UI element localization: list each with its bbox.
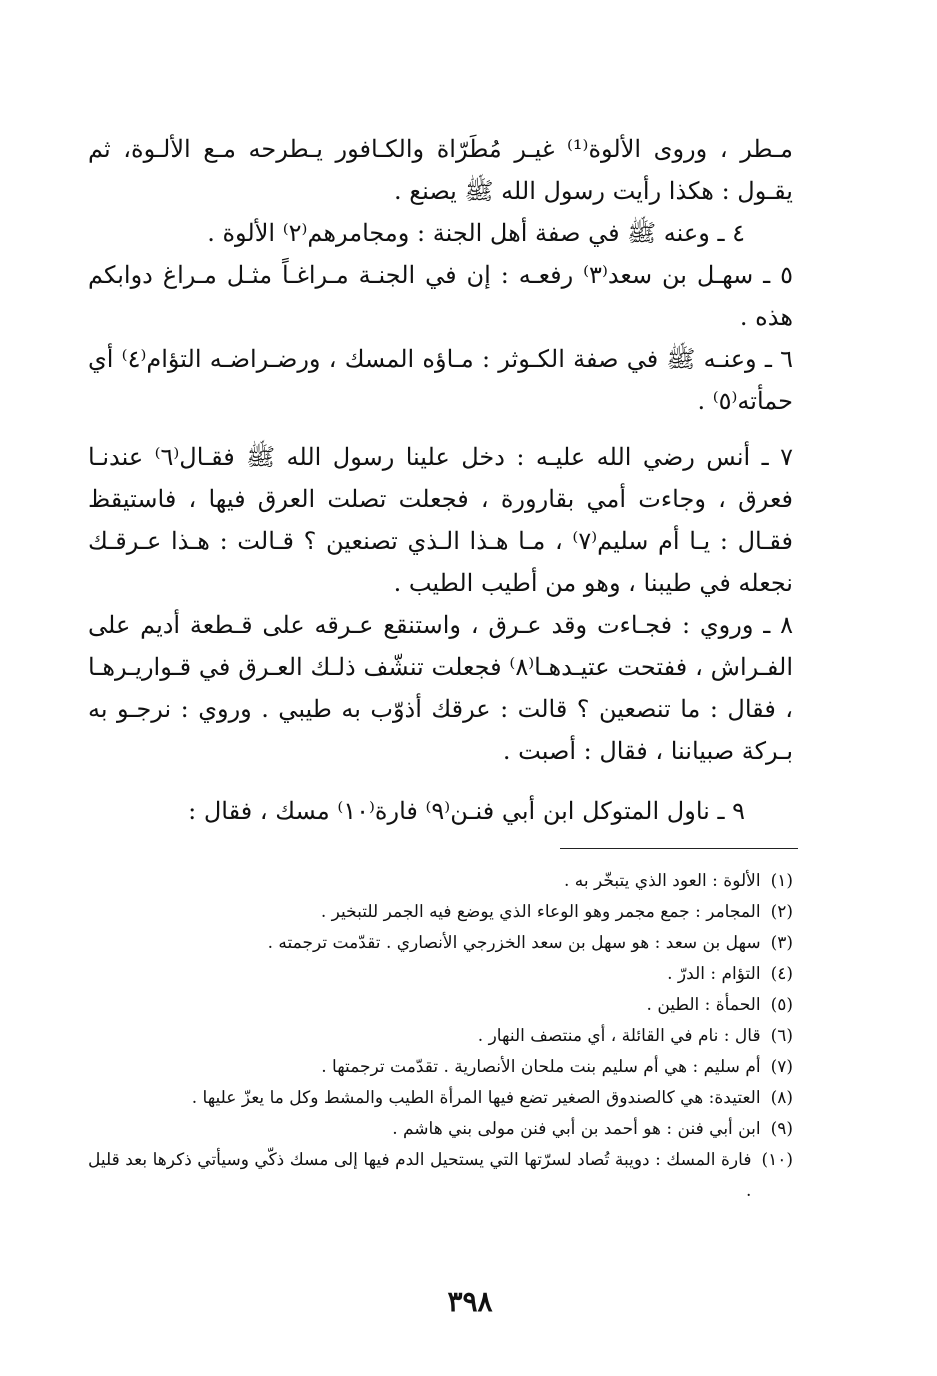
footnote (88, 959, 793, 990)
footnote-number: (٢) (770, 902, 793, 922)
footnote-number: (١) (770, 871, 793, 891)
footnote (88, 1052, 793, 1083)
footnote (88, 1145, 793, 1207)
footnotes (88, 866, 793, 1207)
footnote-number: (٦) (770, 1026, 793, 1046)
footnote (88, 897, 793, 928)
footnote-text: أم سليم : هي أم سليم بنت ملحان الأنصارية . تقدّمت ترجمتها . (321, 1057, 761, 1077)
paragraph-hadith-6: ٦ ـ وعنـه ﷺ في صفة الكـوثر : مـاؤه المسك ، ورضـراضـه التؤام⁽٤⁾ أي حمأته⁽٥⁾ . (88, 345, 794, 415)
footnote-number: (٤) (770, 964, 793, 984)
paragraph-hadith-7: ٧ ـ أنس رضي الله عليـه : دخل علينا رسول الله ﷺ فقـال⁽٦⁾ عندنـا فعرق ، وجاءت أمي بقارورة ، فجعلت تصلت العرق فيها ، فاستيقظ فقـال : يـا أم سليم⁽٧⁾ ، مـا هـذا الـذي تصنعين ؟ قـالت : هـذا عـرقـك نجعله في طيبنا ، وهو من أطيب الطيب . (88, 443, 793, 597)
footnote (88, 990, 793, 1021)
footnote-text: العتيدة: هي كالصندوق الصغير تضع فيها المرأة الطيب والمشط وكل ما يعزّ عليها . (191, 1088, 761, 1108)
footnote-number: (١٠) (761, 1150, 793, 1170)
footnote (88, 928, 793, 959)
footnote-number: (٣) (770, 933, 793, 953)
footnote-text: المجامر : جمع مجمر وهو الوعاء الذي يوضع فيه الجمر للتبخير . (320, 902, 761, 922)
paragraph-continuation: مـطر ، وروى الألوة⁽¹⁾ غيـر مُطَرّاة والكـافور يـطرحه مـع الألـوة، ثم يقـول : هكذا رأيت رسول الله ﷺ يصنع . (88, 135, 794, 205)
footnote-text: فارة المسك : دويبة تُصاد لسرّتها التي يستحيل الدم فيها إلى مسك ذكّي وسيأتي ذكرها بعد قليل . (88, 1150, 752, 1201)
footnote-divider (560, 848, 798, 849)
main-text (88, 128, 793, 832)
footnote-text: التؤام : الدرّ . (667, 964, 761, 984)
footnote-text: ابن أبي فنن : هو أحمد بن أبي فنن مولى بني هاشم . (392, 1119, 761, 1139)
paragraph-item-9: ٩ ـ ناول المتوكل ابن أبي فنـن⁽٩⁾ فارة⁽١٠⁾ مسك ، فقال : (188, 797, 745, 825)
footnote-number: (٨) (770, 1088, 793, 1108)
footnote (88, 866, 793, 897)
footnote-text: قال : نام في القائلة ، أي منتصف النهار . (477, 1026, 761, 1046)
paragraph-hadith-8: ٨ ـ وروي : فجـاءت وقد عـرق ، واستنقع عـرقه على قـطعة أديم على الفـراش ، ففتحت عتيـدهـا⁽٨⁾ فجعلت تنشّف ذلـك العـرق في قـواريـرهـا ، فقال : ما تنصعين ؟ قالت : عرقك أذوّب به طيبي . وروي : نرجـو به بـركة صبياننا ، فقال : أصبت . (88, 611, 794, 765)
footnote-text: الحمأة : الطين . (646, 995, 761, 1015)
paragraph-hadith-4: ٤ ـ وعنه ﷺ في صفة أهل الجنة : ومجامرهم⁽٢⁾ الألوة . (207, 219, 745, 247)
footnote-number: (٩) (770, 1119, 793, 1139)
footnote (88, 1021, 793, 1052)
footnote-number: (٧) (770, 1057, 793, 1077)
paragraph-hadith-5: ٥ ـ سهـل بن سعد⁽٣⁾ رفعـه : إن في الجنـة مـراغـاً مثـل مـراغ دوابكم هذه . (88, 261, 793, 331)
footnote-text: سهل بن سعد : هو سهل بن سعد الخزرجي الأنصاري . تقدّمت ترجمته . (267, 933, 761, 953)
footnote-text: الألوة : العود الذي يتبخّر به . (563, 871, 761, 891)
footnote-number: (٥) (770, 995, 793, 1015)
footnote (88, 1083, 793, 1114)
page-number: ٣٩٨ (447, 1285, 493, 1318)
footnote (88, 1114, 793, 1145)
